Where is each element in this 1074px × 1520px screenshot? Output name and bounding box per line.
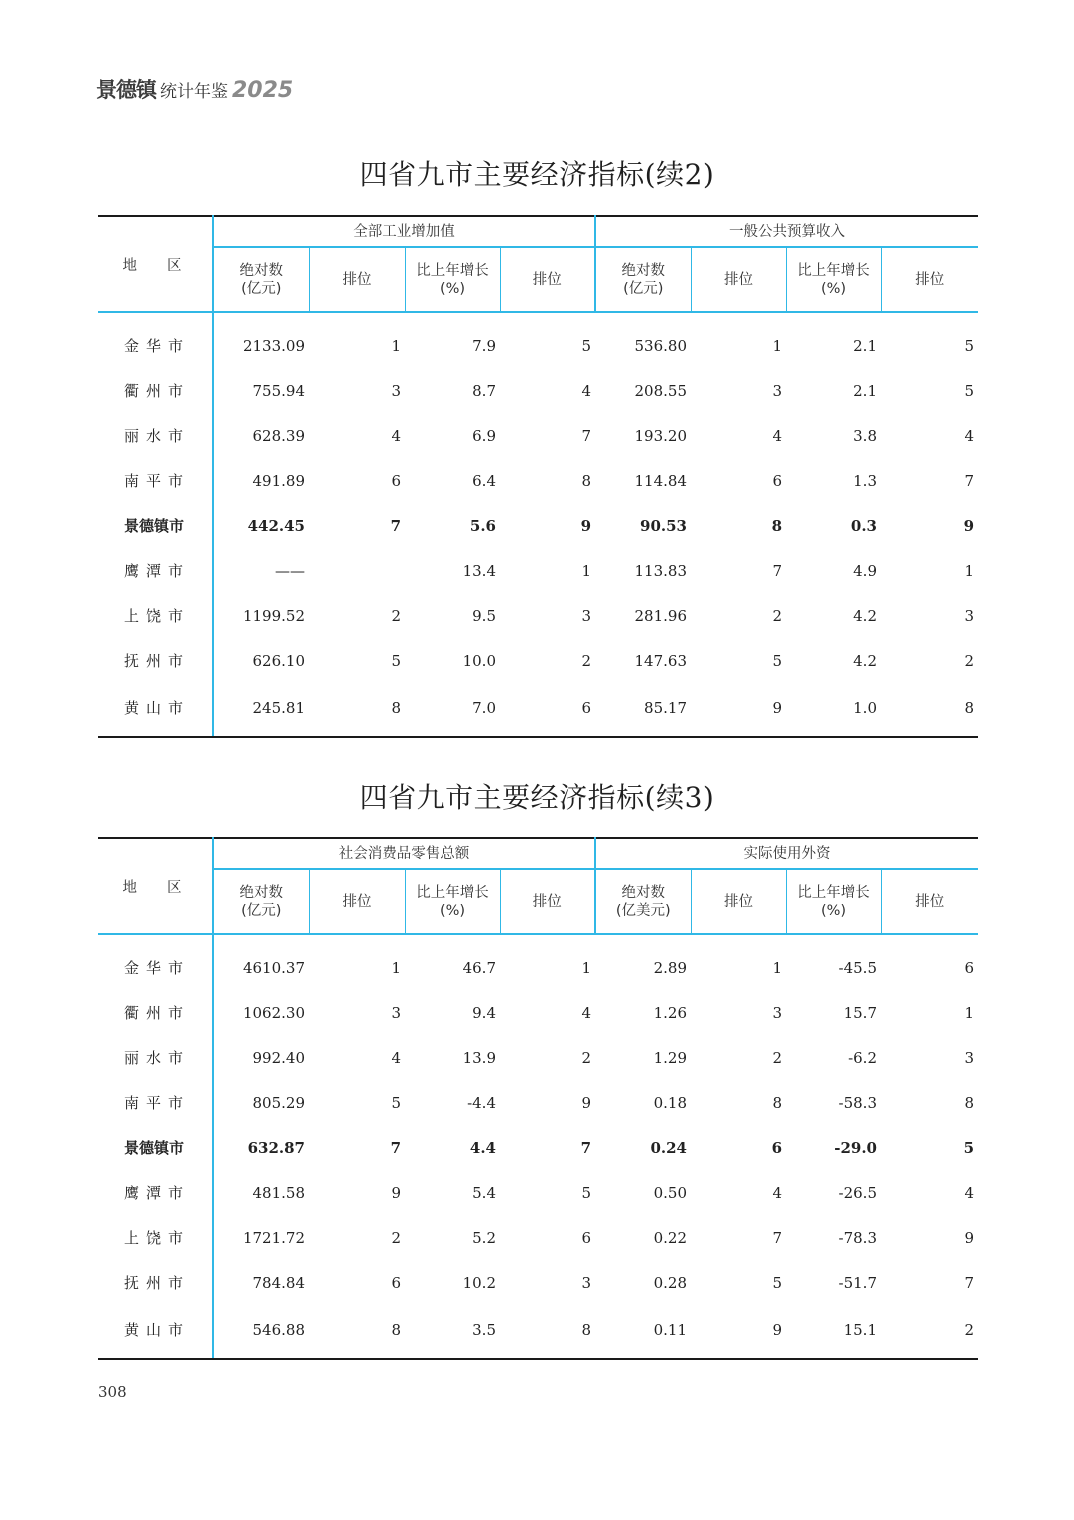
table-cell: 147.63 [634,651,687,670]
group-header-retail-sales: 社会消费品零售总额 [213,838,595,869]
table-cell: 0.28 [653,1273,687,1292]
table-cell: 7 [964,1273,974,1292]
table-row [98,1125,978,1170]
table-row [98,1215,978,1260]
table-cell: 9 [963,516,974,535]
table-row [98,312,978,368]
table-cell: 9 [580,516,591,535]
table-cell: 755.94 [252,381,305,400]
table-cell: 4.4 [469,1138,496,1157]
table-cell: 3 [581,606,591,625]
table-cell: 1.26 [653,1003,687,1022]
table-cell: 3 [964,606,974,625]
col-absolute: 绝对数 (亿元) [595,247,691,312]
table-cell: 3.5 [405,1305,500,1359]
table-cell: 0.11 [595,1305,691,1359]
region-name: 鹰潭市 [98,1170,213,1215]
table-cell: 5 [963,1138,974,1157]
region-header: 地区 [98,216,213,312]
table-cell: 46.7 [462,958,496,977]
table-cell: 2.1 [853,336,877,355]
header-brand: 景德镇 [96,78,156,102]
table-cell: 7.0 [405,683,500,737]
table-cell: 114.84 [634,471,687,490]
table-cell: 1 [391,336,401,355]
table-cell: 4 [391,1048,401,1067]
table-cell: 5.6 [469,516,496,535]
region-name: 景德镇市 [98,503,213,548]
col-rank: 排位 [881,247,978,312]
col-absolute: 绝对数 (亿元) [213,247,309,312]
table-cell: 3.8 [853,426,877,445]
col-rank: 排位 [691,247,786,312]
table-cell: 1 [581,561,591,580]
table-cell: 9 [391,1183,401,1202]
table-cell: 7 [580,1138,591,1157]
table-cell: 208.55 [634,381,687,400]
table-cell: 1 [581,958,591,977]
table-cell: 0.22 [653,1228,687,1247]
table-cell: 1 [772,336,782,355]
col-rank: 排位 [500,869,595,934]
region-name: 抚州市 [98,638,213,683]
table-cell: -58.3 [838,1093,877,1112]
running-header [96,74,293,104]
header-book-name: 统计年鉴 [160,82,228,102]
table-cell: 13.4 [462,561,496,580]
table-cell [309,548,405,593]
table-cell: 805.29 [252,1093,305,1112]
col-growth: 比上年增长 (%) [405,247,500,312]
table-cell: 3 [772,381,782,400]
table-cell: 3 [391,381,401,400]
table-cell: 6 [581,1228,591,1247]
col-rank: 排位 [500,247,595,312]
region-name: 上饶市 [98,593,213,638]
table-cell: 9 [691,683,786,737]
table-cell: 8 [771,516,782,535]
table-cell: 5 [581,336,591,355]
group-header-industry: 全部工业增加值 [213,216,595,247]
table-cell: 6 [964,958,974,977]
table-cell: 4.2 [853,606,877,625]
region-header: 地区 [98,838,213,934]
table-cell: 6 [772,471,782,490]
table-cell: 992.40 [252,1048,305,1067]
table-cell: 1 [391,958,401,977]
table-cell: 4.2 [853,651,877,670]
table-row [98,593,978,638]
table-cell: 2 [772,1048,782,1067]
table-title-2: 四省九市主要经济指标(续3) [359,781,715,814]
table-cell: 9 [691,1305,786,1359]
table-cell: 2 [391,1228,401,1247]
table-cell: 5 [964,381,974,400]
table-cell: 5 [581,1183,591,1202]
table-cell: 8.7 [472,381,496,400]
table-cell: 2 [391,606,401,625]
table-cell: 6 [391,471,401,490]
table-row [98,548,978,593]
table-cell: -26.5 [838,1183,877,1202]
table-cell: 5 [391,651,401,670]
table-cell: 1721.72 [242,1228,305,1247]
table-row [98,1035,978,1080]
table-cell: 8 [500,1305,595,1359]
table-cell: 2133.09 [242,336,305,355]
table-cell: 8 [309,683,405,737]
region-name: 抚州市 [98,1260,213,1305]
table-row [98,990,978,1035]
table-cell: 1 [964,561,974,580]
table-cell: 1.0 [786,683,881,737]
table-cell: 7 [581,426,591,445]
table-cell: 2 [581,1048,591,1067]
table-cell: 0.50 [653,1183,687,1202]
table-cell: 2.89 [653,958,687,977]
table-cell: 9 [964,1228,974,1247]
region-name: 黄山市 [98,683,213,737]
table-cell: 3 [391,1003,401,1022]
table-cell: 6 [771,1138,782,1157]
table-cell: 4 [581,1003,591,1022]
table-row [98,1080,978,1125]
indicator-table-2 [98,837,978,1360]
table-cell: -78.3 [838,1228,877,1247]
region-name: 鹰潭市 [98,548,213,593]
table-row [98,413,978,458]
table-cell: 4.9 [853,561,877,580]
table-cell: 1.29 [653,1048,687,1067]
region-name: 丽水市 [98,413,213,458]
page-number: 308 [98,1383,127,1401]
table-cell: 1199.52 [242,606,305,625]
table-cell: 8 [581,471,591,490]
col-rank: 排位 [691,869,786,934]
table-cell: 6 [500,683,595,737]
table-cell: 9.4 [472,1003,496,1022]
table-row [98,934,978,990]
region-name: 南平市 [98,458,213,503]
table-cell: —— [275,561,305,580]
table-cell: -29.0 [834,1138,877,1157]
table-cell: 3 [581,1273,591,1292]
table-cell: 8 [881,683,978,737]
table-cell: 784.84 [252,1273,305,1292]
col-absolute: 绝对数 (亿美元) [595,869,691,934]
table-cell: 0.3 [850,516,877,535]
table-cell: 491.89 [252,471,305,490]
table-cell: 632.87 [247,1138,305,1157]
table-cell: 113.83 [634,561,687,580]
table-cell: 5.4 [472,1183,496,1202]
header-year: 2025 [232,78,294,103]
table-cell: 3 [964,1048,974,1067]
table-row [98,1260,978,1305]
table-cell: 5 [772,651,782,670]
group-header-budget-revenue: 一般公共预算收入 [595,216,978,247]
table-row [98,458,978,503]
col-rank: 排位 [309,869,405,934]
table-cell: 85.17 [595,683,691,737]
col-rank: 排位 [309,247,405,312]
table-cell: 0.24 [650,1138,687,1157]
table-row [98,1170,978,1215]
table-cell: 281.96 [634,606,687,625]
table-cell: 1.3 [853,471,877,490]
table-cell: 4 [581,381,591,400]
table-cell: 9 [581,1093,591,1112]
col-growth: 比上年增长 (%) [786,869,881,934]
col-absolute: 绝对数 (亿元) [213,869,309,934]
table-cell: 4 [964,426,974,445]
table-cell: 4610.37 [242,958,305,977]
region-name: 衢州市 [98,368,213,413]
table-cell: 7.9 [472,336,496,355]
col-rank: 排位 [881,869,978,934]
region-name: 上饶市 [98,1215,213,1260]
table-cell: -4.4 [467,1093,496,1112]
table-cell: 536.80 [634,336,687,355]
table-cell: 5.2 [472,1228,496,1247]
table-cell: 15.7 [843,1003,877,1022]
table-title-1: 四省九市主要经济指标(续2) [359,158,715,191]
table-cell: 481.58 [252,1183,305,1202]
table-cell: 442.45 [247,516,305,535]
group-header-foreign-investment: 实际使用外资 [595,838,978,869]
table-row [98,638,978,683]
table-cell: 8 [309,1305,405,1359]
table-cell: 2 [964,651,974,670]
table-cell: 0.18 [653,1093,687,1112]
table-cell: 5 [391,1093,401,1112]
table-cell: -51.7 [838,1273,877,1292]
table-cell: 8 [964,1093,974,1112]
table-cell: 10.0 [462,651,496,670]
table-cell: 245.81 [213,683,309,737]
table-cell: 4 [772,1183,782,1202]
table-cell: 5 [772,1273,782,1292]
table-cell: 7 [390,516,401,535]
table-cell: 90.53 [640,516,687,535]
table-cell: 2 [581,651,591,670]
table-cell: 2.1 [853,381,877,400]
col-growth: 比上年增长 (%) [786,247,881,312]
table-cell: 4 [391,426,401,445]
table-cell: 6.4 [472,471,496,490]
table-cell: 7 [390,1138,401,1157]
table-cell: 1 [964,1003,974,1022]
col-growth: 比上年增长 (%) [405,869,500,934]
table-cell: 546.88 [213,1305,309,1359]
table-cell: 4 [964,1183,974,1202]
table-cell: 193.20 [634,426,687,445]
table-cell: 15.1 [786,1305,881,1359]
region-name: 金华市 [98,312,213,368]
table-cell: 6.9 [472,426,496,445]
table-cell: 628.39 [252,426,305,445]
indicator-table-1 [98,215,978,738]
table-row [98,1305,978,1359]
table-cell: 2 [772,606,782,625]
region-name: 丽水市 [98,1035,213,1080]
table-cell: 10.2 [462,1273,496,1292]
region-name: 衢州市 [98,990,213,1035]
table-cell: 6 [391,1273,401,1292]
table-cell: 626.10 [252,651,305,670]
table-cell: 3 [772,1003,782,1022]
table-row [98,503,978,548]
table-cell: 13.9 [462,1048,496,1067]
table-cell: 1062.30 [242,1003,305,1022]
table-cell: 4 [772,426,782,445]
table-row [98,683,978,737]
table-cell: 8 [772,1093,782,1112]
region-name: 景德镇市 [98,1125,213,1170]
table-row [98,368,978,413]
region-name: 金华市 [98,934,213,990]
table-cell: 7 [772,561,782,580]
table-cell: 7 [772,1228,782,1247]
table-cell: -6.2 [848,1048,877,1067]
table-cell: 9.5 [472,606,496,625]
table-cell: 7 [964,471,974,490]
table-cell: -45.5 [838,958,877,977]
region-name: 南平市 [98,1080,213,1125]
table-cell: 1 [772,958,782,977]
table-cell: 5 [964,336,974,355]
table-cell: 2 [881,1305,978,1359]
region-name: 黄山市 [98,1305,213,1359]
